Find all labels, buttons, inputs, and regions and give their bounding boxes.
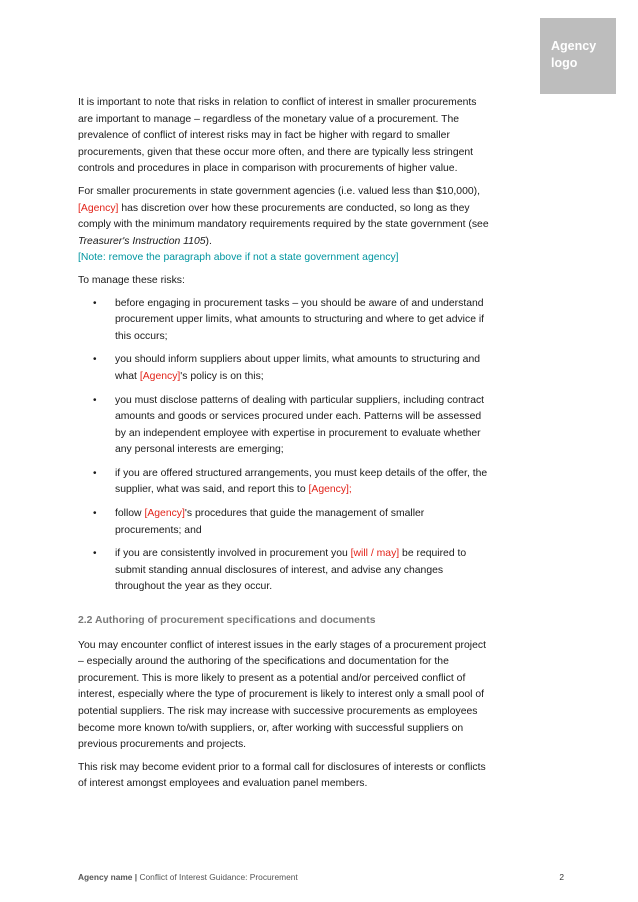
editor-note: [Note: remove the paragraph above if not a state government agency] bbox=[78, 252, 399, 264]
para2-text-3: ). bbox=[205, 235, 212, 247]
page-footer bbox=[78, 872, 564, 882]
treasurer-instruction-ref: Treasurer's Instruction 1105 bbox=[78, 235, 206, 247]
risk-management-list bbox=[78, 296, 492, 597]
list-item-text: 's policy is on this; bbox=[180, 370, 264, 382]
manage-risks-intro: To manage these risks: bbox=[78, 274, 185, 286]
bullet-icon: • bbox=[93, 508, 97, 520]
list-item bbox=[78, 352, 492, 385]
will-may-placeholder: [will / may] bbox=[350, 548, 400, 560]
list-item bbox=[78, 506, 492, 539]
bullet-icon: • bbox=[93, 394, 97, 406]
para2-text-2: has discretion over how these procurements are conducted, so long as they comply with the minimum mandatory requirements required by the state government (see bbox=[78, 202, 489, 231]
para2-text-1: For smaller procurements in state government agencies (i.e. valued less than $10,000), bbox=[78, 185, 480, 197]
list-item-text: 's procedures that guide the management of smaller procurements; and bbox=[115, 508, 425, 536]
section-heading: 2.2 Authoring of procurement specifications and documents bbox=[78, 615, 376, 627]
agency-placeholder: [Agency] bbox=[139, 370, 181, 382]
list-item bbox=[78, 296, 492, 346]
list-item bbox=[78, 466, 492, 499]
document-body bbox=[78, 95, 492, 799]
list-item-text: if you are consistently involved in procurement you bbox=[115, 548, 351, 560]
list-item-text: if you are offered structured arrangements, you must keep details of the offer, the supplier, what was said, and report this to bbox=[115, 467, 488, 496]
agency-logo-placeholder bbox=[540, 18, 616, 94]
footer-document-title: Conflict of Interest Guidance: Procurement bbox=[139, 872, 298, 882]
logo-line-1: Agency bbox=[551, 39, 597, 53]
paragraph-state-government bbox=[78, 184, 492, 250]
list-item bbox=[78, 546, 492, 596]
bullet-icon: • bbox=[93, 548, 97, 560]
footer-separator: | bbox=[132, 872, 140, 882]
paragraph-disclosure-timing: This risk may become evident prior to a formal call for disclosures of interests or conflicts of interest amongst employees and evaluation panel members. bbox=[78, 761, 486, 790]
bullet-icon: • bbox=[93, 354, 97, 366]
bullet-icon: • bbox=[93, 297, 97, 309]
agency-placeholder: [Agency] bbox=[144, 508, 185, 520]
list-item-text: before engaging in procurement tasks – you should be aware of and understand procurement upper limits, what amounts to structuring and where to get advice if this occurs; bbox=[115, 297, 485, 342]
agency-logo-text bbox=[551, 38, 596, 72]
footer-agency-name: Agency name bbox=[78, 872, 133, 882]
paragraph-authoring-risk: You may encounter conflict of interest issues in the early stages of a procurement project – especially around the authoring of the specifications and documentation for the procurement. This is more likely to present as a potential and/or perceived conflict of interest, especially where the type of procurement is likely to interest only a small pool of potential suppliers. The risk may increase with successive procurements as employees become more known to/with suppliers, or, after working with successful suppliers on previous procurements and projects. bbox=[78, 639, 486, 751]
list-item-text: you must disclose patterns of dealing with particular suppliers, including contract amounts and goods or services procured under each. Patterns will be assessed by an independent employee with expertise in procurement to evaluate whether any personal interests are emerging; bbox=[115, 394, 485, 456]
paragraph-small-procurement-risk: It is important to note that risks in relation to conflict of interest in smaller procurements are important to manage – regardless of the monetary value of a procurement. The prevalence of conflict of interest risks may in fact be higher with regard to smaller procurements, given that these occur more often, and there are typically less stringent controls and procedures in place in comparison with procurements of higher value. bbox=[78, 97, 477, 175]
agency-placeholder: [Agency] bbox=[78, 202, 119, 214]
list-item-text: be required to submit standing annual disclosures of interest, and advise any changes throughout the year as they occur. bbox=[115, 548, 467, 593]
logo-line-2: logo bbox=[551, 56, 578, 70]
bullet-icon: • bbox=[93, 467, 97, 479]
list-item-text: follow bbox=[115, 508, 145, 520]
list-item-text: you should inform suppliers about upper limits, what amounts to structuring and what bbox=[115, 354, 481, 382]
agency-placeholder: [Agency]; bbox=[308, 484, 352, 496]
list-item bbox=[78, 393, 492, 459]
page-number: 2 bbox=[559, 872, 564, 882]
